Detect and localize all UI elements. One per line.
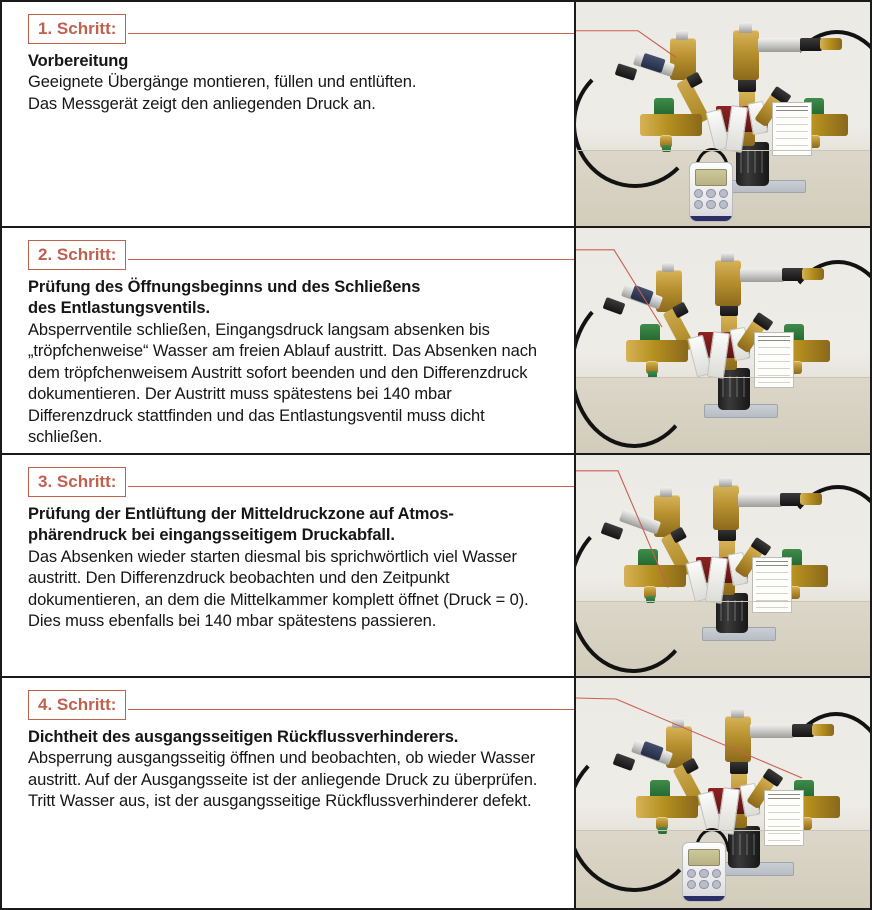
step-1-heading: Vorbereitung [28,52,129,70]
sensor-right-brass [800,493,822,505]
leader-line-3 [128,486,574,487]
meter-key [699,880,708,890]
left-drain-handle [648,371,657,378]
left-tee-cap [660,487,672,497]
upper-tee [713,485,739,530]
tag-header-lines [756,561,788,570]
pressure-sensor-right [740,268,784,282]
meter-key [712,880,721,890]
step-3-body [28,504,560,633]
meter-key [719,189,728,199]
tee-top-cap [719,477,732,487]
meter-keypad [687,869,721,890]
left-green-handle [638,549,658,565]
left-drain-handle [646,596,655,603]
step-3-heading-line-1: Prüfung der Entlüftung der Mitteldruckzone auf Atmos- [28,505,454,523]
digital-manometer [689,162,733,222]
step-3-photo [574,455,870,676]
tee-top-cap [731,708,744,718]
meter-key [706,200,715,210]
step-row-4 [2,678,870,908]
leader-line-4 [128,709,574,710]
step-2-photo [574,228,870,453]
inspection-tag [772,102,812,156]
step-4-heading: Dichtheit des ausgangsseitigen Rückflussverhinderers. [28,728,459,746]
step-1-body [28,51,560,115]
meter-key [694,189,703,199]
step-3-label: 3. Schritt: [28,467,126,497]
left-drain-handle [662,145,671,152]
meter-key [687,869,696,879]
riser-dark-band [738,78,756,92]
inspection-tag [764,790,804,846]
sensor-right-connector [792,724,814,737]
tag-header-lines [758,336,790,345]
tag-rule-lines [756,572,788,609]
inspection-tag [752,557,792,613]
upper-tee [715,260,741,306]
sensor-right-brass [820,38,842,50]
meter-base [690,216,732,221]
tag-rule-lines [758,347,790,384]
tag-rule-lines [768,805,800,842]
left-shutoff-body [636,796,698,818]
inspection-tag [754,332,794,388]
step-4-body [28,727,560,813]
step-4-label: 4. Schritt: [28,690,126,720]
left-green-handle [654,98,674,114]
left-shutoff-body [640,114,702,136]
step-2-paragraph-1: Absperrventile schließen, Eingangsdruck langsam absenken bis „tröpfchenweise“ Wasser am freien Ablauf austritt. Das Absenken nach dem tröpfchenweisem Austritt sofort beenden und den Differenzdruck dokumentieren. Der Austritt muss spätestens bei 140 mbar Differenzdruck stattfinden und das Entlastungsventil muss dicht schließen. [28,320,537,447]
meter-key [699,869,708,879]
step-2-text-column [2,228,574,453]
sensor-right-connector [800,38,822,51]
upper-tee [733,30,759,80]
sensor-right-connector [782,268,804,281]
step-4-photo [574,678,870,908]
sensor-right-connector [780,493,802,506]
meter-key [694,200,703,210]
meter-key [719,200,728,210]
digital-manometer [682,842,726,902]
left-drain-handle [658,827,667,834]
meter-key [706,189,715,199]
photo-scene-1 [576,2,870,226]
meter-key [687,880,696,890]
meter-key [712,869,721,879]
step-1-paragraph-2: Das Messgerät zeigt den anliegenden Druck an. [28,94,376,113]
sensor-right-brass [812,724,834,736]
tee-top-cap [739,22,752,33]
pressure-sensor-right [758,38,802,52]
left-green-handle [640,324,660,340]
left-tee-cap [676,30,688,40]
meter-base [683,896,725,901]
step-1-paragraph-1: Geeignete Übergänge montieren, füllen und entlüften. [28,73,417,92]
leader-line-1 [128,33,574,34]
tag-rule-lines [776,117,808,152]
left-shutoff-body [626,340,688,362]
step-3-heading-line-2: phärendruck bei eingangsseitigem Druckabfall. [28,526,395,545]
step-1-label: 1. Schritt: [28,14,126,44]
tee-top-cap [721,252,734,262]
photo-scene-3 [576,455,870,676]
step-1-photo [574,2,870,226]
step-1-text-column [2,2,574,226]
left-shutoff-body [624,565,686,587]
step-3-text-column [2,455,574,676]
step-4-text-column [2,678,574,908]
left-tee-cap [672,718,684,728]
step-row-2 [2,228,870,455]
pressure-sensor-right [738,493,782,507]
step-4-paragraph-1: Absperrung ausgangsseitig öffnen und beobachten, ob wieder Wasser austritt. Auf der Ausgangsseite ist der anliegende Druck zu überprüfen. Tritt Wasser aus, ist der ausgangsseitige Rückflussverhinderer defekt. [28,749,538,811]
meter-display [688,849,719,866]
step-row-3 [2,455,870,678]
riser-dark-band [730,760,748,774]
upper-tee [725,716,751,762]
step-row-1 [2,2,870,228]
tag-header-lines [776,106,808,114]
step-2-body [28,277,560,449]
pressure-sensor-right [750,724,794,738]
left-tee-cap [662,262,674,272]
meter-keypad [694,189,728,210]
meter-display [695,169,726,186]
leader-line-2 [128,259,574,260]
step-2-heading-line-1: Prüfung des Öffnungsbeginns und des Schließens [28,278,421,296]
sensor-right-brass [802,268,824,280]
tag-header-lines [768,794,800,803]
photo-scene-2 [576,228,870,453]
step-2-heading-line-2: des Entlastungsventils. [28,299,210,318]
step-2-label: 2. Schritt: [28,240,126,270]
photo-scene-4 [576,678,870,908]
step-3-paragraph-1: Das Absenken wieder starten diesmal bis sprichwörtlich viel Wasser austritt. Den Differenzdruck beobachten und den Zeitpunkt dokumentieren, an dem die Mittelkammer komplett öffnet (Druck = 0). Dies muss ebenfalls bei 140 mbar spätestens passieren. [28,547,529,631]
left-green-handle [650,780,670,796]
